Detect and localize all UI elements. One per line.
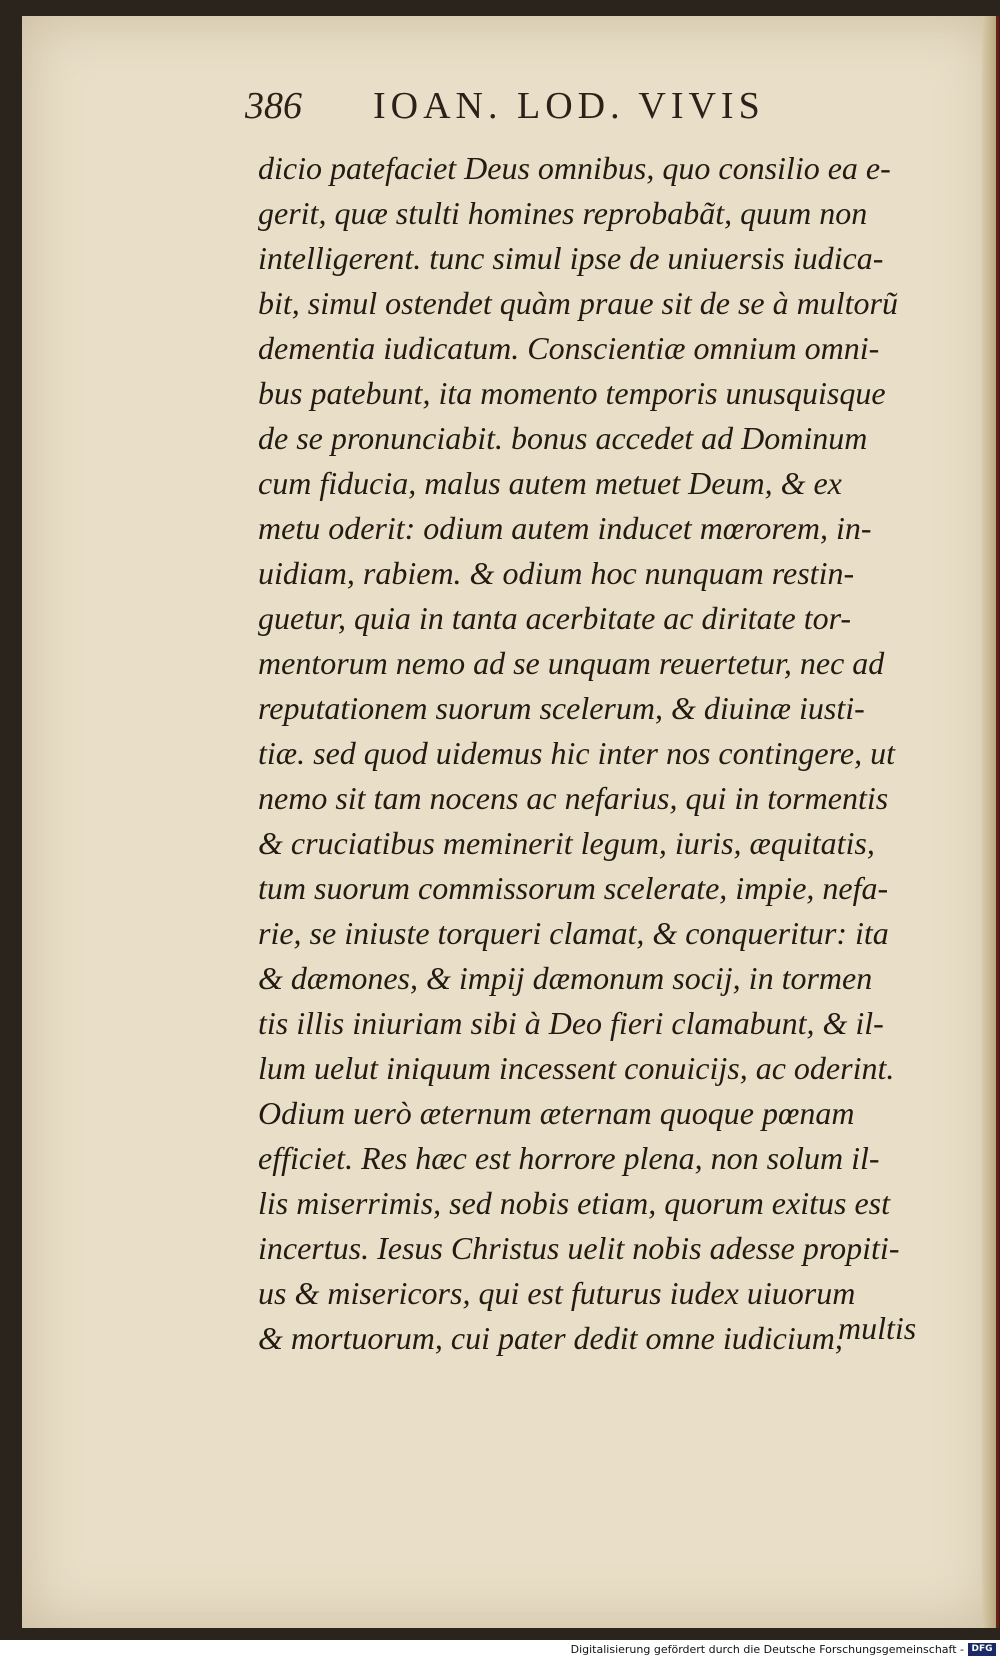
text-line: lum uelut iniquum incessent conuicijs, ac oderint. xyxy=(258,1050,895,1086)
text-line: bit, simul ostendet quàm praue sit de se à multorũ xyxy=(258,285,898,321)
text-line: uidiam, rabiem. & odium hoc nunquam restin- xyxy=(258,555,855,591)
text-line: metu oderit: odium autem inducet mœrorem, in- xyxy=(258,510,872,546)
header-title: IOAN. LOD. VIVIS xyxy=(373,85,765,127)
text-line: efficiet. Res hæc est horrore plena, non solum il- xyxy=(258,1140,880,1176)
text-line: reputationem suorum scelerum, & diuinæ iusti- xyxy=(258,690,865,726)
text-line: us & misericors, qui est futurus iudex uiuorum xyxy=(258,1275,856,1311)
body-text xyxy=(258,146,938,1361)
text-line: rie, se iniuste torqueri clamat, & conqueritur: ita xyxy=(258,915,889,951)
text-line: tum suorum commissorum scelerate, impie, nefa- xyxy=(258,870,889,906)
text-line: dicio patefaciet Deus omnibus, quo consilio ea e- xyxy=(258,150,891,186)
text-line: tiæ. sed quod uidemus hic inter nos contingere, ut xyxy=(258,735,895,771)
text-line: cum fiducia, malus autem metuet Deum, & ex xyxy=(258,465,842,501)
text-line: de se pronunciabit. bonus accedet ad Dominum xyxy=(258,420,868,456)
running-head xyxy=(225,84,845,144)
footer-bar xyxy=(0,1640,1000,1661)
text-line: mentorum nemo ad se unquam reuertetur, nec ad xyxy=(258,645,885,681)
text-line: guetur, quia in tanta acerbitate ac diritate tor- xyxy=(258,600,852,636)
text-line: incertus. Iesus Christus uelit nobis adesse propiti- xyxy=(258,1230,900,1266)
page-edge xyxy=(982,16,996,1628)
text-line: Odium uerò æternum æternam quoque pœnam xyxy=(258,1095,855,1131)
page-number: 386 xyxy=(245,85,302,127)
dfg-logo-icon: DFG xyxy=(968,1643,996,1656)
text-line: bus patebunt, ita momento temporis unusquisque xyxy=(258,375,886,411)
text-line: nemo sit tam nocens ac nefarius, qui in tormentis xyxy=(258,780,889,816)
digitization-credit: Digitalisierung gefördert durch die Deutsche Forschungsgemeinschaft - xyxy=(570,1643,964,1656)
text-line: & cruciatibus meminerit legum, iuris, æquitatis, xyxy=(258,825,875,861)
text-line: gerit, quæ stulti homines reprobabãt, quum non xyxy=(258,195,868,231)
text-line: intelligerent. tunc simul ipse de uniuersis iudica- xyxy=(258,240,884,276)
text-line: tis illis iniuriam sibi à Deo fieri clamabunt, & il- xyxy=(258,1005,884,1041)
catchword: multis xyxy=(838,1310,917,1346)
text-line: dementia iudicatum. Conscientiæ omnium omni- xyxy=(258,330,880,366)
text-line: & dæmones, & impij dæmonum socij, in tormen xyxy=(258,960,873,996)
text-line: lis miserrimis, sed nobis etiam, quorum exitus est xyxy=(258,1185,890,1221)
text-line: & mortuorum, cui pater dedit omne iudicium, xyxy=(258,1320,843,1356)
